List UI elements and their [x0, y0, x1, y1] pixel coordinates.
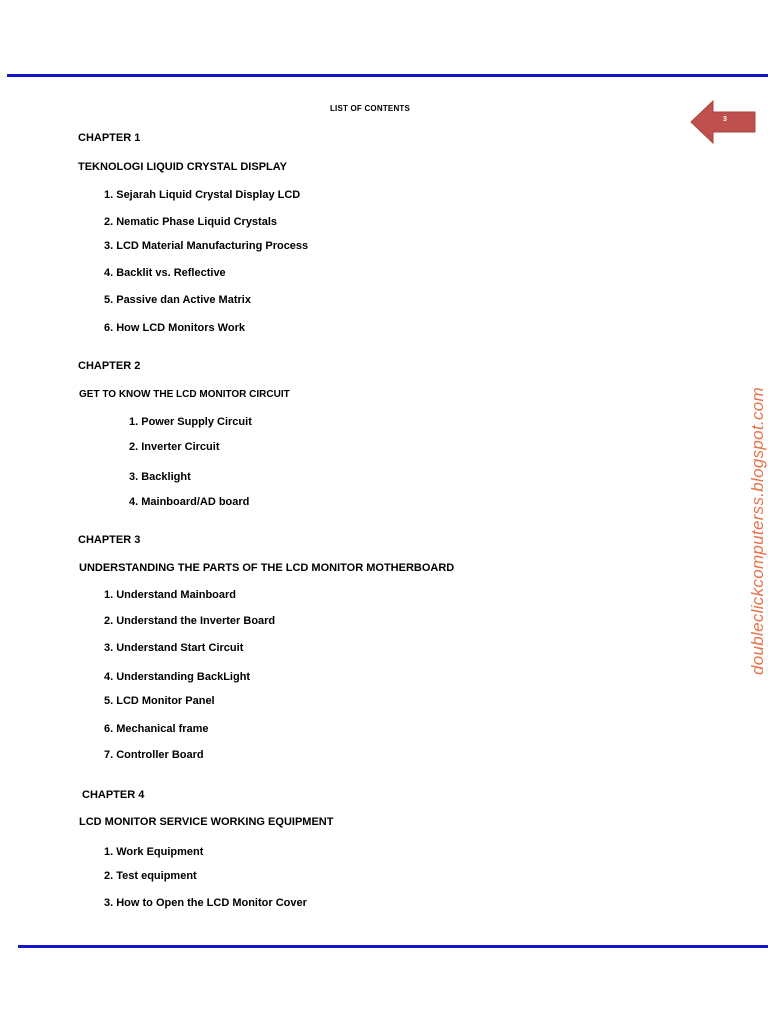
page-number: 3	[723, 116, 727, 123]
chapter-title: LCD MONITOR SERVICE WORKING EQUIPMENT	[79, 816, 334, 828]
toc-item[interactable]: 3. How to Open the LCD Monitor Cover	[104, 897, 307, 909]
toc-item[interactable]: 5. Passive dan Active Matrix	[104, 294, 251, 306]
toc-item[interactable]: 1. Sejarah Liquid Crystal Display LCD	[104, 189, 301, 201]
toc-item[interactable]: 7. Controller Board	[104, 749, 204, 761]
chapter-title: GET TO KNOW THE LCD MONITOR CIRCUIT	[79, 389, 290, 400]
page-title: LIST OF CONTENTS	[329, 104, 411, 113]
toc-item[interactable]: 4. Understanding BackLight	[104, 671, 251, 683]
toc-item[interactable]: 3. Backlight	[129, 471, 191, 483]
toc-item[interactable]: 2. Test equipment	[104, 870, 197, 882]
toc-item[interactable]: 1. Work Equipment	[104, 846, 204, 858]
toc-item[interactable]: 2. Inverter Circuit	[129, 441, 220, 453]
chapter-title: TEKNOLOGI LIQUID CRYSTAL DISPLAY	[78, 161, 288, 173]
chapter-title: UNDERSTANDING THE PARTS OF THE LCD MONITOR MOTHERBOARD	[79, 562, 455, 574]
toc-item[interactable]: 1. Understand Mainboard	[104, 589, 237, 601]
toc-item[interactable]: 6. Mechanical frame	[104, 723, 209, 735]
blog-watermark: doubleclickcomputerss.blogspot.com	[748, 386, 767, 675]
toc-item[interactable]: 2. Understand the Inverter Board	[104, 615, 276, 627]
toc-item[interactable]: 4. Backlit vs. Reflective	[104, 267, 226, 279]
toc-item[interactable]: 6. How LCD Monitors Work	[104, 322, 245, 334]
toc-item[interactable]: 4. Mainboard/AD board	[129, 496, 250, 508]
chapter-label: CHAPTER 1	[78, 132, 141, 144]
toc-item[interactable]: 2. Nematic Phase Liquid Crystals	[104, 216, 278, 228]
top-rule	[7, 74, 768, 77]
chapter-label: CHAPTER 4	[82, 789, 145, 801]
toc-item[interactable]: 1. Power Supply Circuit	[129, 416, 252, 428]
toc-item[interactable]: 3. Understand Start Circuit	[104, 642, 244, 654]
toc-item[interactable]: 3. LCD Material Manufacturing Process	[104, 240, 309, 252]
toc-item[interactable]: 5. LCD Monitor Panel	[104, 695, 215, 707]
bottom-rule	[18, 945, 768, 948]
chapter-label: CHAPTER 3	[78, 534, 141, 546]
chapter-label: CHAPTER 2	[78, 360, 141, 372]
